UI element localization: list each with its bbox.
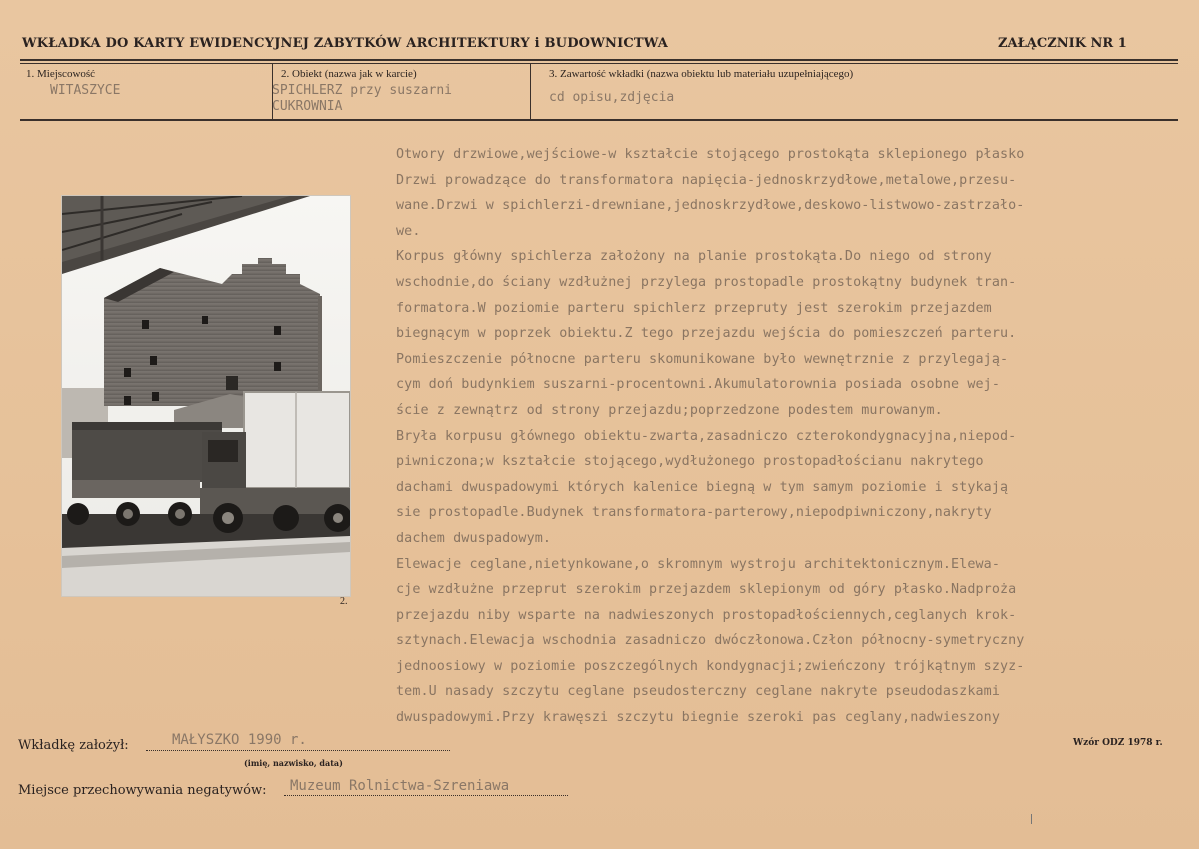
description-line: Pomieszczenie północne parteru skomunikowane było wewnętrznie z przylegają- [396, 351, 1009, 367]
description-line: Drzwi prowadzące do transformatora napięcia-jednoskrzydłowe,metalowe,przesu- [396, 172, 1017, 188]
negatives-label: Miejsce przechowywania negatywów: [18, 783, 267, 798]
description-line: we. [396, 223, 421, 239]
description-line: biegnącym w poprzek obiektu.Z tego przejazdu wejścia do pomieszczeń parteru. [396, 326, 1017, 342]
object-label: 2. Obiekt (nazwa jak w karcie) [281, 68, 417, 80]
locality-label: 1. Miejscowość [26, 68, 96, 80]
contents-label: 3. Zawartość wkładki (nazwa obiektu lub materiału uzupełniającego) [549, 68, 854, 80]
building-photo [62, 196, 350, 596]
author-value: MAŁYSZKO 1990 r. [172, 732, 307, 748]
description-line: jednoosiowy w poziomie poszczególnych kondygnacji;zwieńczony trójkątnym szyz- [396, 658, 1025, 674]
negatives-value: Muzeum Rolnictwa-Szreniawa [290, 778, 510, 794]
top-rule-thick [20, 59, 1178, 61]
description-line: dwuspadowymi.Przy krawęszi szczytu biegnie szeroki pas ceglany,nadwieszony [396, 710, 1000, 726]
description-line: Korpus główny spichlerza założony na planie prostokąta.Do niego od strony [396, 249, 992, 265]
description-line: cje wzdłużne przeprut szerokim przejazdem sklepionym od góry płasko.Nadproża [396, 582, 1017, 598]
contents-value: cd opisu,zdjęcia [549, 90, 675, 105]
description-line: ście z zewnątrz od strony przejazdu;poprzedzone podestem murowanym. [396, 402, 943, 418]
object-value-line2: CUKROWNIA [272, 99, 343, 114]
description-line: Bryła korpusu głównego obiektu-zwarta,zasadniczo czterokondygnacyjna,niepod- [396, 428, 1017, 444]
author-label: Wkładkę założył: [18, 738, 129, 753]
description-line: sie prostopadle.Budynek transformatora-parterowy,niepodpiwniczony,nakryty [396, 505, 992, 521]
photo-number: 2. [340, 596, 348, 607]
granary-photo-image [62, 196, 350, 596]
description-line: przejazdu niby wsparte na nadwieszonych prostopadłościennych,ceglanych krok- [396, 607, 1017, 623]
description-line: dachem dwuspadowym. [396, 530, 552, 546]
description-line: dachami dwuspadowymi których kalenice biegną w tym samym poziomie i stykają [396, 479, 1009, 495]
form-id: Wzór ODZ 1978 r. [1073, 738, 1163, 748]
description-line: sztynach.Elewacja wschodnia zasadniczo dwóczłonowa.Człon północny-symetryczny [396, 633, 1025, 649]
author-dotline [146, 750, 450, 751]
description-text [396, 142, 1176, 731]
description-line: formatora.W poziomie parteru spichlerz przepruty jest szerokim przejazdem [396, 300, 992, 316]
author-hint: (imię, nazwisko, data) [244, 758, 343, 768]
description-line: wschodnie,do ściany wzdłużnej przylega prostopadle prostokątny budynek tran- [396, 274, 1017, 290]
margin-tick [1031, 814, 1032, 824]
field-divider-2 [530, 64, 531, 119]
annex-number: ZAŁĄCZNIK NR 1 [998, 36, 1127, 51]
locality-value: WITASZYCE [50, 83, 121, 98]
top-rule-thin [20, 63, 1178, 64]
description-line: tem.U nasady szczytu ceglane pseudosterczny ceglane nakryte pseudodaszkami [396, 684, 1000, 700]
description-line: cym doń budynkiem suszarni-procentowni.Akumulatorownia posiada osobne wej- [396, 377, 1000, 393]
description-line: piwniczona;w kształcie stojącego,wydłużonego prostopadłościanu nakrytego [396, 454, 984, 470]
object-value-line1: SPICHLERZ przy suszarni [272, 83, 453, 98]
negatives-dotline [284, 795, 568, 796]
card-title: WKŁADKA DO KARTY EWIDENCYJNEJ ZABYTKÓW ARCHITEKTURY i BUDOWNICTWA [22, 36, 669, 51]
description-line: Elewacje ceglane,nietynkowane,o skromnym wystroju architektonicznym.Elewa- [396, 556, 1000, 572]
description-line: Otwory drzwiowe,wejściowe-w kształcie stojącego prostokąta sklepionego płasko [396, 147, 1025, 162]
fields-bottom-rule [20, 119, 1178, 121]
description-line: wane.Drzwi w spichlerzi-drewniane,jednoskrzydłowe,deskowo-listwowo-zastrzało- [396, 198, 1025, 214]
